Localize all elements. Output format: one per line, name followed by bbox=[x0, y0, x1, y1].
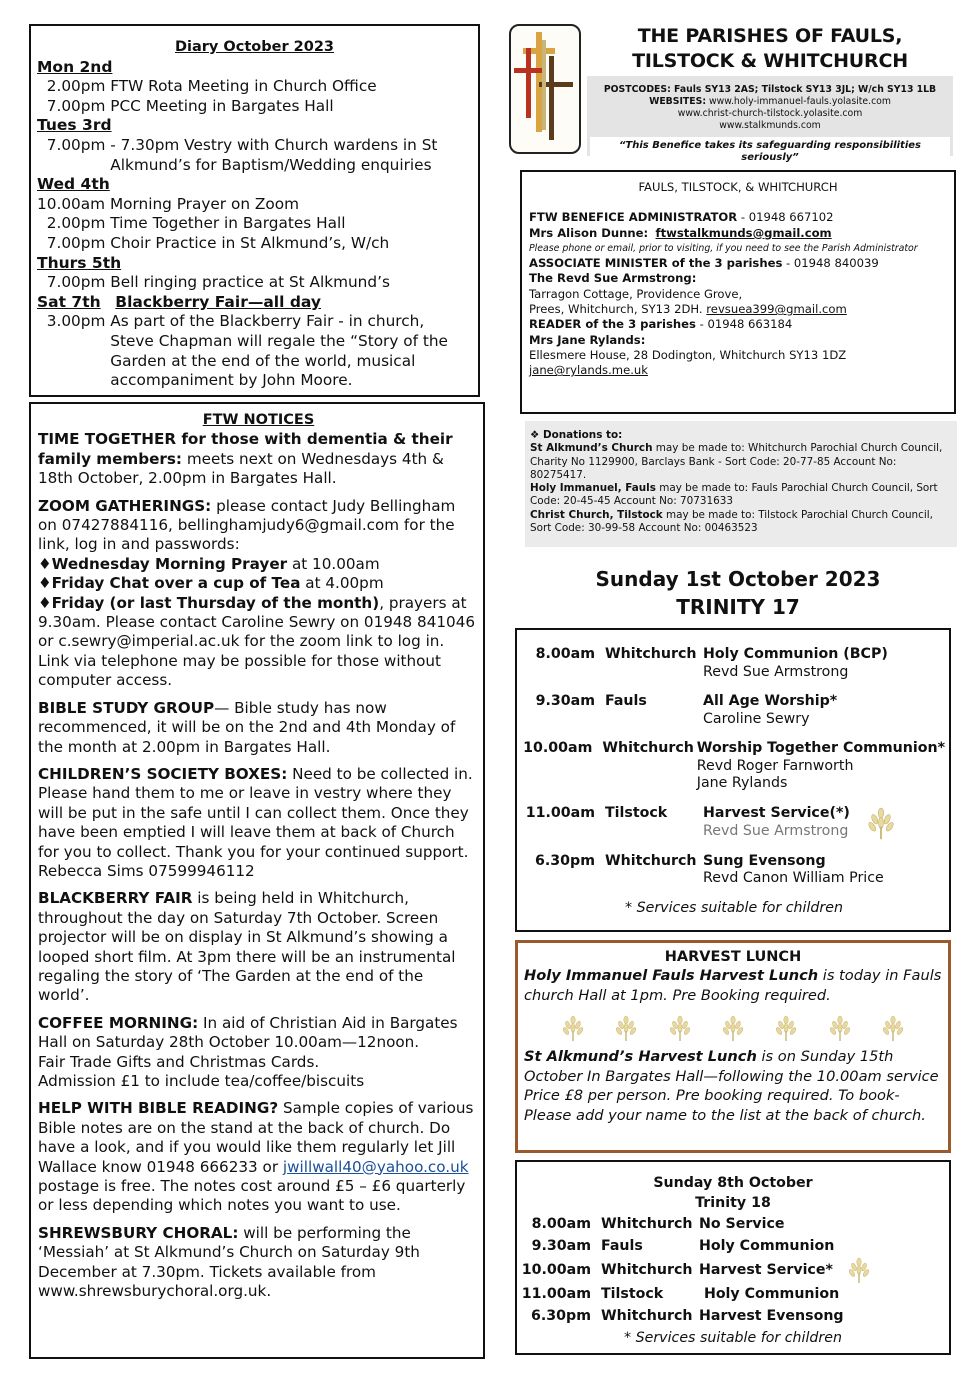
notice-text: at 10.00am bbox=[287, 554, 380, 573]
diary-item bbox=[37, 136, 472, 175]
contact-phone: - 01948 667102 bbox=[737, 210, 834, 225]
contact-address: Tarragon Cottage, Providence Grove, bbox=[529, 286, 743, 301]
notice-text: Admission £1 to include tea/coffee/biscuits bbox=[38, 1072, 365, 1090]
donation-item bbox=[530, 442, 953, 482]
email-link[interactable]: revsuea399@gmail.com bbox=[706, 302, 847, 317]
harvest-para bbox=[524, 966, 942, 1005]
services-box bbox=[515, 628, 951, 932]
diary-text: As part of the Blackberry Fair - in church, Steve Chapman will regale the “Story of the Garden at the end of the world, musical accompaniment by John Moore. bbox=[110, 312, 448, 390]
diary-title: Diary October 2023 bbox=[174, 39, 335, 55]
notice-zoom bbox=[38, 497, 479, 691]
diary-text: Bell ringing practice at St Alkmund’s bbox=[110, 273, 390, 292]
diary-time: 7.00pm bbox=[37, 135, 111, 154]
wheat-icon bbox=[614, 1015, 638, 1041]
diary-item bbox=[37, 195, 472, 215]
notice-heading: BLACKBERRY FAIR bbox=[38, 889, 193, 908]
service-time: 10.00am bbox=[521, 1262, 591, 1278]
donation-text: may be made to: Whitchurch Parochial Church Council, Charity No 1129900, Barclays Bank - Sort Code: 20-77-85 Account No: 80275417. bbox=[530, 442, 943, 481]
service-desc bbox=[703, 805, 945, 841]
service-name: All Age Worship* bbox=[703, 693, 838, 709]
donation-item bbox=[530, 482, 953, 509]
wheat-row bbox=[524, 1005, 942, 1047]
notice-text: meets next on Wednesdays 4th & 18th October, 2.00pm in Bargates Hall. bbox=[38, 449, 444, 488]
sunday-date: Sunday 1st October 2023 bbox=[595, 567, 881, 591]
notice-text: , prayers at 9.30am. Please contact Caroline Sewry on 01948 841046 or c.sewry@imperial.ac.uk for the zoom link to log in. Link via telephone may be possible for those without computer access. bbox=[38, 593, 476, 690]
page-title bbox=[590, 24, 950, 74]
service-time: 8.00am bbox=[531, 1216, 591, 1232]
diamond-bullet-icon: ❖ bbox=[530, 429, 540, 441]
website-link[interactable]: www.christ-church-tilstock.yolasite.com bbox=[677, 108, 863, 119]
diary-time: 7.00pm bbox=[37, 96, 111, 115]
email-link[interactable]: jwillwall40@yahoo.co.uk bbox=[282, 1157, 469, 1176]
title-line: TILSTOCK & WHITCHURCH bbox=[632, 50, 908, 72]
notices-title: FTW NOTICES bbox=[202, 412, 315, 428]
diary-item bbox=[37, 97, 472, 117]
harvest-lunch-box bbox=[515, 940, 951, 1153]
service-time: 6.30pm bbox=[531, 1308, 591, 1324]
service-person: Revd Canon William Price bbox=[703, 870, 884, 886]
contacts-box bbox=[520, 170, 956, 414]
notice-heading: CHILDREN’S SOCIETY BOXES: bbox=[38, 764, 288, 783]
diary-time: 7.00pm bbox=[37, 233, 111, 252]
service-place: Whitchurch bbox=[605, 852, 697, 869]
notices-box bbox=[29, 402, 485, 1359]
notice-heading: BIBLE STUDY GROUP bbox=[38, 698, 215, 717]
harvest-bold: Holy Immanuel Fauls Harvest Lunch bbox=[524, 967, 819, 984]
service-name: Worship Together Communion* bbox=[696, 740, 945, 756]
contact-name: The Revd Sue Armstrong: bbox=[529, 271, 697, 286]
contact-admin bbox=[529, 210, 947, 225]
donations-box bbox=[525, 421, 957, 547]
service-place: Tilstock bbox=[605, 804, 668, 821]
wheat-icon bbox=[881, 1015, 905, 1041]
cross-logo bbox=[509, 24, 581, 154]
contact-note: Please phone or email, prior to visiting, if you need to see the Parish Administrator bbox=[529, 242, 918, 254]
service-row bbox=[523, 693, 945, 728]
service-time: 11.00am bbox=[521, 1286, 591, 1302]
notice-bible-reading bbox=[38, 1099, 479, 1215]
diary-text: Choir Practice in St Alkmund’s, W/ch bbox=[110, 233, 390, 252]
email-link[interactable]: jane@rylands.me.uk bbox=[529, 363, 648, 378]
service-row bbox=[521, 1213, 945, 1235]
contact-phone: - 01948 840039 bbox=[782, 256, 879, 271]
diary-time: 7.00pm bbox=[37, 273, 111, 292]
service-person: Revd Roger Farnworth bbox=[696, 757, 854, 774]
sunday8-title: Sunday 8th October bbox=[653, 1175, 813, 1191]
notice-heading: SHREWSBURY CHORAL: bbox=[38, 1223, 239, 1242]
sunday8-trinity: Trinity 18 bbox=[695, 1195, 771, 1211]
service-time: 10.00am bbox=[523, 740, 593, 756]
contact-address: Ellesmere House, 28 Dodington, Whitchurch SY13 1DZ bbox=[529, 347, 847, 362]
crosses-icon bbox=[511, 26, 579, 152]
service-row bbox=[523, 646, 945, 681]
service-row bbox=[521, 1257, 945, 1283]
sunday-title bbox=[520, 565, 956, 621]
diary-day: Sat 7th bbox=[37, 292, 101, 311]
service-row bbox=[521, 1235, 945, 1257]
church-name: St Alkmund’s Church bbox=[530, 442, 653, 455]
notice-heading: HELP WITH BIBLE READING? bbox=[38, 1099, 279, 1118]
service-person: Jane Rylands bbox=[696, 775, 788, 791]
donations-heading: Donations to: bbox=[542, 429, 623, 441]
services-footnote: * Services suitable for children bbox=[625, 899, 843, 916]
diary-day: Wed 4th bbox=[37, 175, 110, 194]
contact-role: READER of the 3 parishes bbox=[529, 317, 696, 332]
website-link[interactable]: www.stalkmunds.com bbox=[719, 120, 821, 131]
service-name: Harvest Service* bbox=[699, 1262, 833, 1278]
service-time: 6.30pm bbox=[535, 852, 595, 869]
service-name: Holy Communion bbox=[699, 1286, 840, 1302]
diary-text: Morning Prayer on Zoom bbox=[109, 194, 299, 213]
service-name: Harvest Evensong bbox=[699, 1308, 844, 1324]
diary-box bbox=[29, 24, 480, 397]
title-line: THE PARISHES OF FAULS, bbox=[637, 25, 903, 47]
service-place: Whitchurch bbox=[605, 646, 697, 662]
notice-text: — Bible study has now recommenced, it will be on the 2nd and 4th Monday of the month at 2.00pm in Bargates Hall. bbox=[38, 698, 456, 756]
notice-blackberry-fair bbox=[38, 889, 479, 1005]
service-time: 9.30am bbox=[531, 1238, 591, 1254]
service-person: Revd Sue Armstrong bbox=[703, 663, 849, 680]
notice-heading: ZOOM GATHERINGS: bbox=[38, 496, 212, 515]
service-desc bbox=[703, 693, 945, 728]
donation-text: may be made to: Tilstock Parochial Church Council, Sort Code: 30-99-58 Account No: 00463523 bbox=[530, 508, 933, 535]
service-place: Tilstock bbox=[601, 1286, 664, 1302]
email-link[interactable]: ftwstalkmunds@gmail.com bbox=[655, 225, 832, 240]
service-time: 9.30am bbox=[535, 693, 595, 709]
wheat-icon bbox=[561, 1015, 585, 1041]
notice-text: In aid of Christian Aid in Bargates Hall on Saturday 28th October 10.00am—12noon. bbox=[38, 1013, 458, 1052]
notice-text: Fair Trade Gifts and Christmas Cards. bbox=[38, 1052, 320, 1071]
wheat-icon bbox=[668, 1015, 692, 1041]
harvest-text: is on Sunday 15th October In Bargates Hall—following the 10.00am service Price £8 per person. Pre booking required. To book-Please add your name to the list at the back of church. bbox=[524, 1048, 939, 1124]
service-row bbox=[521, 1305, 945, 1327]
service-row bbox=[523, 853, 945, 888]
service-name: Holy Communion bbox=[699, 1238, 835, 1254]
notice-shrewsbury-choral bbox=[38, 1224, 479, 1302]
diary-time: 3.00pm bbox=[37, 312, 111, 331]
harvest-para bbox=[524, 1047, 942, 1125]
diary-text: FTW Rota Meeting in Church Office bbox=[110, 77, 377, 96]
service-place: Whitchurch bbox=[601, 1262, 693, 1278]
service-name: Sung Evensong bbox=[703, 852, 826, 869]
diary-item bbox=[37, 77, 472, 97]
contact-reader bbox=[529, 317, 947, 332]
sunday-trinity: TRINITY 17 bbox=[676, 595, 800, 619]
notice-coffee-morning bbox=[38, 1014, 479, 1092]
service-desc bbox=[697, 740, 945, 793]
service-desc bbox=[703, 646, 945, 681]
diary-day: Mon 2nd bbox=[37, 57, 113, 76]
service-place: Fauls bbox=[601, 1238, 643, 1254]
notice-text: Sample copies of various Bible notes are on the stand at the back of church. Do have a look, and if you would like them regularly let Jill Wallace know 01948 666233 or bbox=[38, 1099, 474, 1176]
notice-text: Need to be collected in. Please hand them to me or leave in vestry where they will be put in the safe until I can collect them. Once they have been emptied I will leave them at back of Church for you to collect. Thank you for your continued support. Rebecca Sims 07599946112 bbox=[38, 764, 473, 880]
service-name: Holy Communion (BCP) bbox=[703, 646, 888, 662]
wheat-icon bbox=[774, 1015, 798, 1041]
notice-heading: TIME TOGETHER for those with dementia & their family members: bbox=[38, 430, 453, 468]
service-name: No Service bbox=[699, 1216, 785, 1232]
notice-heading: COFFEE MORNING: bbox=[38, 1013, 199, 1032]
donations-heading-row bbox=[530, 429, 953, 442]
service-time: 11.00am bbox=[525, 804, 595, 821]
diary-time: 2.00pm bbox=[37, 77, 111, 96]
diary-item bbox=[37, 214, 472, 234]
notice-bullet-bold: ♦Friday (or last Thursday of the month) bbox=[38, 593, 380, 612]
diary-time: 10.00am bbox=[37, 194, 110, 213]
wheat-icon bbox=[866, 805, 896, 841]
service-person: Caroline Sewry bbox=[703, 710, 810, 727]
notice-text: postage is free. The notes cost around £5 – £6 quarterly or less depending which notes you want to use. bbox=[38, 1177, 466, 1215]
notice-time-together bbox=[38, 430, 479, 488]
donation-item bbox=[530, 509, 953, 536]
diary-text: Time Together in Bargates Hall bbox=[110, 214, 346, 233]
contact-name: Mrs Alison Dunne: bbox=[529, 225, 649, 240]
website-link[interactable]: www.holy-immanuel-fauls.yolasite.com bbox=[709, 96, 891, 107]
notice-text: is being held in Whitchurch, throughout the day on Saturday 7th October. Screen projector will be on display in St Alkmund’s showing a looped short film. At 3pm there will be an instrumental regaling the story of ‘The Garden at the end of the world’. bbox=[38, 889, 456, 1005]
notice-bullet-bold: ♦Friday Chat over a cup of Tea bbox=[38, 574, 301, 593]
notice-text: will be performing the ‘Messiah’ at St Alkmund’s Church on Saturday 9th December at 7.30pm. Tickets available from www.shrewsburychoral.org.uk. bbox=[38, 1223, 420, 1301]
notice-childrens-society bbox=[38, 765, 479, 881]
service-time: 8.00am bbox=[535, 646, 595, 662]
diary-item bbox=[37, 234, 472, 254]
diary-day: Thurs 5th bbox=[37, 253, 122, 272]
service-person: Revd Sue Armstrong bbox=[703, 822, 849, 839]
safeguarding-quote: “This Benefice takes its safeguarding responsibilities seriously” bbox=[590, 137, 950, 167]
contacts-title: FAULS, TILSTOCK, & WHITCHURCH bbox=[638, 180, 838, 194]
diary-day: Tues 3rd bbox=[37, 116, 112, 135]
postcodes: POSTCODES: Fauls SY13 2AS; Tilstock SY13 3JL; W/ch SY13 1LB bbox=[603, 84, 937, 95]
contact-assoc bbox=[529, 256, 947, 271]
notice-text: at 4.00pm bbox=[300, 574, 384, 593]
diary-text: - 7.30pm Vestry with Church wardens in St Alkmund’s for Baptism/Wedding enquiries bbox=[110, 135, 438, 174]
wheat-icon bbox=[828, 1015, 852, 1041]
notice-bullet-bold: ♦Wednesday Morning Prayer bbox=[38, 554, 288, 573]
websites-label: WEBSITES: bbox=[649, 96, 707, 107]
wheat-icon bbox=[847, 1257, 871, 1283]
donation-text: may be made to: Fauls Parochial Church Council, Sort Code: 20-45-45 Account No: 70731633 bbox=[530, 482, 938, 508]
contact-admin-name-row bbox=[529, 226, 947, 241]
service-row bbox=[521, 1283, 945, 1305]
harvest-bold: St Alkmund’s Harvest Lunch bbox=[524, 1048, 757, 1065]
contact-role: FTW BENEFICE ADMINISTRATOR bbox=[529, 210, 738, 225]
diary-day-row bbox=[37, 293, 472, 313]
diary-text: PCC Meeting in Bargates Hall bbox=[110, 96, 334, 115]
sunday8-box bbox=[515, 1160, 951, 1355]
diary-item bbox=[37, 273, 472, 293]
wheat-icon bbox=[721, 1015, 745, 1041]
service-row bbox=[523, 805, 945, 841]
service-name: Harvest Service(*) bbox=[703, 805, 850, 821]
service-place: Whitchurch bbox=[601, 1216, 693, 1232]
notice-text: please contact Judy Bellingham on 07427884116, bellinghamjudy6@gmail.com for the link, log in and passwords: bbox=[38, 496, 456, 554]
header-info bbox=[587, 76, 953, 163]
diary-day-extra: Blackberry Fair—all day bbox=[115, 292, 322, 311]
service-place: Whitchurch bbox=[601, 1308, 693, 1324]
service-desc bbox=[703, 853, 945, 888]
service-place: Whitchurch bbox=[602, 740, 694, 756]
harvest-text: is today in Fauls church Hall at 1pm. Pre Booking required. bbox=[524, 967, 942, 1004]
service-row bbox=[523, 740, 945, 793]
contact-name: Mrs Jane Rylands: bbox=[529, 332, 646, 347]
diary-time: 2.00pm bbox=[37, 214, 111, 233]
notice-bible-study bbox=[38, 699, 479, 757]
church-name: Christ Church, Tilstock bbox=[530, 508, 663, 521]
services-footnote: * Services suitable for children bbox=[624, 1330, 842, 1346]
service-place: Fauls bbox=[605, 693, 647, 709]
diary-item bbox=[37, 312, 472, 390]
harvest-title: HARVEST LUNCH bbox=[664, 949, 802, 965]
contact-role: ASSOCIATE MINISTER of the 3 parishes bbox=[529, 256, 783, 271]
contact-phone: - 01948 663184 bbox=[695, 317, 793, 332]
church-name: Holy Immanuel, Fauls bbox=[530, 482, 656, 495]
contact-address-row bbox=[529, 302, 947, 317]
contact-address: Prees, Whitchurch, SY13 2DH. bbox=[529, 302, 707, 317]
